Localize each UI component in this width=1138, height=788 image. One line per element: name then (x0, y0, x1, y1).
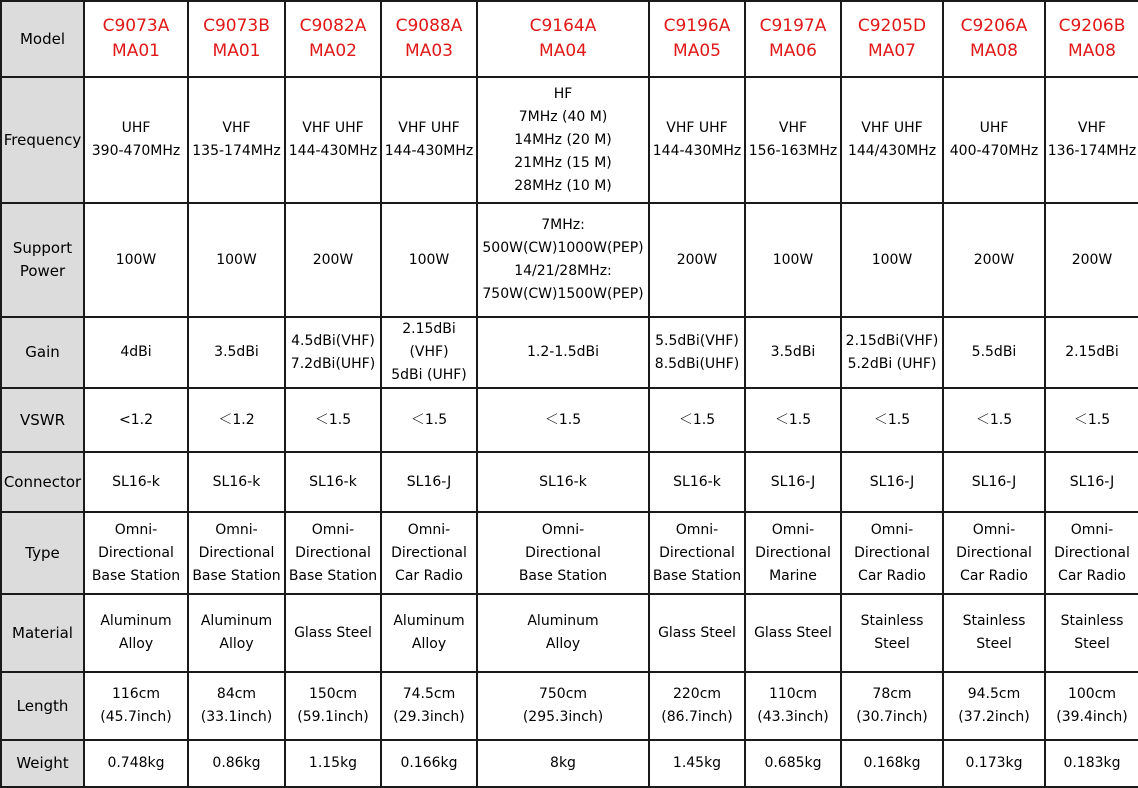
cell-text: 2.15dBi(VHF) (845, 332, 939, 349)
row-header-vswr (1, 388, 84, 452)
cell-text: 8kg (550, 755, 576, 771)
cell-weight (745, 740, 841, 787)
cell-text: 750cm (538, 686, 588, 702)
cell-type (1045, 512, 1138, 594)
cell-text: (59.1inch) (297, 709, 369, 725)
cell-text: SL16-J (1069, 473, 1115, 490)
cell-gain (84, 317, 188, 388)
cell-model (841, 1, 943, 77)
cell-vswr (745, 388, 841, 452)
cell-text: VHF UHF (398, 120, 460, 136)
cell-text: SL16-k (112, 473, 160, 490)
cell-material (381, 594, 477, 672)
cell-text: Directional (956, 544, 1032, 561)
cell-text: 200W (973, 251, 1015, 268)
cell-weight (188, 740, 285, 787)
cell-type (381, 512, 477, 594)
row-header-label: Power (19, 262, 66, 280)
cell-type (188, 512, 285, 594)
cell-text: 200W (312, 251, 354, 268)
cell-text: Car Radio (395, 567, 463, 584)
cell-text: Omni- (311, 521, 355, 538)
cell-text: Directional (1054, 544, 1130, 561)
cell-text: Glass Steel (658, 624, 736, 641)
cell-text: (295.3inch) (522, 709, 604, 725)
cell-text: MA03 (405, 41, 453, 61)
cell-text: Omni- (1070, 521, 1114, 538)
cell-text: Car Radio (1058, 567, 1126, 584)
cell-power (188, 203, 285, 317)
table-row-length (1, 672, 1138, 740)
row-header-type (1, 512, 84, 594)
cell-text: 0.685kg (764, 755, 822, 771)
cell-weight (649, 740, 745, 787)
cell-connector (649, 452, 745, 512)
cell-text: 750W(CW)1500W(PEP) (482, 286, 644, 302)
cell-material (943, 594, 1045, 672)
cell-text: 84cm (216, 686, 257, 702)
cell-type (943, 512, 1045, 594)
cell-text: Omni- (675, 521, 719, 538)
cell-text: VHF UHF (861, 120, 923, 136)
cell-text: VHF (222, 120, 251, 136)
cell-text: 5.2dBi (UHF) (847, 355, 937, 372)
cell-connector (745, 452, 841, 512)
cell-gain (477, 317, 649, 388)
cell-length (649, 672, 745, 740)
row-header-label: Connector (3, 472, 82, 491)
cell-text: SL16-k (673, 473, 721, 490)
cell-text: 150cm (308, 686, 358, 702)
cell-text: VHF UHF (302, 120, 364, 136)
cell-connector (943, 452, 1045, 512)
cell-text: MA02 (309, 41, 357, 61)
cell-vswr (477, 388, 649, 452)
cell-connector (84, 452, 188, 512)
cell-text: SL16-J (770, 473, 816, 490)
cell-text: C9206A (960, 16, 1028, 36)
cell-length (381, 672, 477, 740)
cell-length (285, 672, 381, 740)
cell-text: 144-430MHz (384, 143, 474, 159)
cell-text: Omni- (215, 521, 258, 538)
cell-weight (381, 740, 477, 787)
cell-model (1045, 1, 1138, 77)
cell-text: (39.4inch) (1056, 709, 1128, 725)
cell-text: 14MHz (20 M) (514, 131, 612, 148)
cell-material (1045, 594, 1138, 672)
cell-text: VHF (1077, 120, 1107, 136)
table-row-connector (1, 452, 1138, 512)
row-header-power (1, 203, 84, 317)
cell-frequency (745, 77, 841, 203)
cell-model (477, 1, 649, 77)
cell-text: 4.5dBi(VHF) (291, 332, 375, 349)
cell-text: SL16-k (539, 473, 587, 490)
cell-text: SL16-J (869, 473, 915, 490)
row-header-label: Material (12, 623, 73, 642)
cell-gain (943, 317, 1045, 388)
cell-gain (841, 317, 943, 388)
cell-gain (745, 317, 841, 388)
cell-text: 4dBi (120, 344, 152, 360)
row-header-connector (1, 452, 84, 512)
cell-vswr (1045, 388, 1138, 452)
row-header-label: Type (25, 543, 60, 562)
table-row-model (1, 1, 1138, 77)
cell-text: 8.5dBi(UHF) (654, 355, 740, 372)
cell-type (841, 512, 943, 594)
cell-text: ＜1.2 (218, 411, 255, 428)
cell-frequency (841, 77, 943, 203)
cell-text: ＜1.5 (975, 411, 1013, 428)
cell-length (943, 672, 1045, 740)
cell-text: (43.3inch) (757, 709, 829, 725)
cell-text: SL16-k (309, 473, 357, 490)
cell-text: 2.15dBi (402, 321, 456, 337)
cell-text: C9073B (203, 16, 270, 36)
cell-weight (84, 740, 188, 787)
row-header-material (1, 594, 84, 672)
table-row-weight (1, 740, 1138, 787)
cell-text: 136-174MHz (1047, 143, 1137, 159)
cell-text: (29.3inch) (393, 709, 465, 725)
cell-text: 28MHz (10 M) (514, 177, 612, 194)
cell-material (649, 594, 745, 672)
row-header-label: Length (16, 696, 69, 715)
cell-material (285, 594, 381, 672)
cell-text: Omni- (972, 521, 1016, 538)
cell-text: 390-470MHz (91, 143, 181, 159)
cell-text: Aluminum (200, 613, 273, 629)
cell-text: Glass Steel (754, 624, 832, 641)
cell-text: Base Station (518, 567, 608, 584)
cell-text: (33.1inch) (200, 709, 273, 725)
cell-frequency (1045, 77, 1138, 203)
cell-type (84, 512, 188, 594)
cell-text: VHF (778, 120, 808, 136)
cell-text: 0.168kg (863, 755, 921, 771)
cell-text: Aluminum (527, 613, 599, 629)
cell-text: 1.2-1.5dBi (527, 344, 599, 360)
cell-text: C9164A (529, 16, 597, 36)
cell-power (1045, 203, 1138, 317)
cell-text: Alloy (118, 636, 154, 652)
cell-text: Steel (976, 636, 1012, 652)
cell-text: VHF UHF (666, 120, 728, 136)
cell-text: MA05 (673, 41, 721, 61)
cell-text: Stainless (1060, 613, 1124, 629)
cell-power (841, 203, 943, 317)
cell-text: Aluminum (393, 613, 465, 629)
cell-text: 14/21/28MHz: (514, 263, 612, 279)
cell-text: Directional (198, 544, 275, 561)
cell-text: 100W (408, 251, 450, 268)
cell-text: C9197A (759, 16, 827, 36)
cell-text: ＜1.5 (314, 411, 352, 428)
cell-text: 5.5dBi(VHF) (655, 332, 739, 349)
cell-material (745, 594, 841, 672)
cell-connector (841, 452, 943, 512)
cell-text: Alloy (219, 636, 254, 652)
cell-material (84, 594, 188, 672)
cell-frequency (84, 77, 188, 203)
cell-length (188, 672, 285, 740)
cell-power (477, 203, 649, 317)
cell-type (285, 512, 381, 594)
cell-material (841, 594, 943, 672)
table-row-material (1, 594, 1138, 672)
cell-text: 74.5cm (402, 686, 456, 702)
cell-text: C9205D (857, 16, 927, 36)
cell-text: Stainless (962, 613, 1026, 629)
cell-text: (37.2inch) (958, 709, 1030, 725)
row-header-frequency (1, 77, 84, 203)
cell-text: UHF (121, 120, 151, 136)
cell-text: 220cm (672, 686, 722, 702)
cell-weight (841, 740, 943, 787)
cell-text: 100W (772, 251, 814, 268)
cell-text: Directional (295, 544, 371, 561)
cell-vswr (381, 388, 477, 452)
cell-text: ＜1.5 (774, 411, 812, 428)
cell-text: C9206B (1058, 16, 1126, 36)
cell-text: 110cm (768, 686, 818, 702)
cell-text: 116cm (111, 686, 161, 702)
cell-text: 135-174MHz (192, 143, 281, 159)
row-header-label: Gain (25, 343, 60, 361)
cell-text: 2.15dBi (1065, 344, 1119, 360)
cell-text: Omni- (870, 521, 914, 538)
cell-text: (45.7inch) (100, 709, 172, 725)
cell-text: Car Radio (858, 567, 926, 584)
cell-model (649, 1, 745, 77)
cell-text: Marine (769, 567, 817, 584)
cell-text: 200W (676, 251, 718, 268)
cell-text: MA08 (970, 41, 1018, 61)
row-header-label: VSWR (19, 410, 66, 429)
cell-power (381, 203, 477, 317)
cell-gain (1045, 317, 1138, 388)
cell-text: Glass Steel (294, 624, 372, 641)
cell-connector (285, 452, 381, 512)
cell-frequency (381, 77, 477, 203)
cell-text: C9073A (102, 16, 170, 36)
cell-text: Directional (98, 544, 174, 561)
cell-text: ＜1.5 (1073, 411, 1111, 428)
cell-text: 100W (871, 251, 913, 268)
cell-length (1045, 672, 1138, 740)
cell-text: 100W (216, 251, 257, 268)
cell-text: Stainless (860, 613, 924, 629)
cell-connector (1045, 452, 1138, 512)
cell-text: Base Station (288, 567, 378, 584)
cell-text: 3.5dBi (214, 344, 259, 360)
cell-text: Car Radio (960, 567, 1028, 584)
cell-text: Directional (659, 544, 735, 561)
cell-text: 3.5dBi (770, 344, 816, 360)
cell-text: Alloy (545, 636, 581, 652)
cell-frequency (649, 77, 745, 203)
cell-text: C9196A (663, 16, 731, 36)
row-header-gain (1, 317, 84, 388)
cell-text: ＜1.5 (544, 411, 582, 428)
cell-text: 400-470MHz (949, 143, 1039, 159)
cell-text: MA07 (868, 41, 916, 61)
cell-text: Alloy (411, 636, 447, 652)
cell-text: 78cm (872, 686, 912, 702)
cell-text: ＜1.5 (678, 411, 716, 428)
cell-text: SL16-J (971, 473, 1017, 490)
row-header-weight (1, 740, 84, 787)
cell-text: 200W (1071, 251, 1113, 268)
cell-text: 100cm (1067, 686, 1117, 702)
cell-text: MA06 (769, 41, 817, 61)
cell-text: ＜1.5 (410, 411, 448, 428)
cell-connector (381, 452, 477, 512)
cell-text: MA04 (539, 41, 587, 61)
cell-text: 0.86kg (212, 755, 261, 771)
cell-power (285, 203, 381, 317)
cell-material (188, 594, 285, 672)
cell-vswr (649, 388, 745, 452)
cell-weight (477, 740, 649, 787)
row-header-model (1, 1, 84, 77)
cell-text: (VHF) (409, 344, 449, 360)
cell-text: Base Station (652, 567, 742, 584)
cell-vswr (841, 388, 943, 452)
cell-model (188, 1, 285, 77)
cell-gain (649, 317, 745, 388)
cell-text: 0.173kg (965, 755, 1023, 771)
cell-text: SL16-J (406, 473, 452, 490)
cell-text: SL16-k (212, 473, 261, 490)
table-row-power (1, 203, 1138, 317)
cell-length (84, 672, 188, 740)
cell-text: Base Station (91, 567, 181, 584)
cell-text: 1.15kg (308, 755, 358, 771)
cell-text: MA01 (212, 41, 261, 61)
cell-length (745, 672, 841, 740)
cell-text: MA08 (1068, 41, 1116, 61)
cell-connector (477, 452, 649, 512)
cell-text: (86.7inch) (661, 709, 733, 725)
cell-power (943, 203, 1045, 317)
cell-text: 500W(CW)1000W(PEP) (482, 240, 644, 256)
cell-gain (285, 317, 381, 388)
cell-text: ＜1.5 (873, 411, 911, 428)
cell-gain (381, 317, 477, 388)
cell-text: 100W (115, 251, 157, 268)
cell-model (745, 1, 841, 77)
cell-material (477, 594, 649, 672)
cell-gain (188, 317, 285, 388)
cell-text: Directional (854, 544, 930, 561)
cell-weight (285, 740, 381, 787)
cell-model (943, 1, 1045, 77)
cell-text: 0.183kg (1063, 755, 1121, 771)
cell-text: 21MHz (15 M) (514, 154, 612, 171)
cell-weight (943, 740, 1045, 787)
cell-text: Omni- (114, 521, 158, 538)
cell-text: 156-163MHz (748, 143, 838, 159)
table-row-vswr (1, 388, 1138, 452)
cell-frequency (188, 77, 285, 203)
row-header-label: Support (12, 239, 73, 257)
cell-type (649, 512, 745, 594)
cell-model (285, 1, 381, 77)
cell-weight (1045, 740, 1138, 787)
cell-text: Omni- (541, 521, 585, 538)
row-header-label: Frequency (3, 130, 82, 149)
cell-text: Omni- (407, 521, 451, 538)
cell-text: Omni- (771, 521, 815, 538)
cell-frequency (477, 77, 649, 203)
cell-type (745, 512, 841, 594)
cell-length (477, 672, 649, 740)
cell-text: C9088A (395, 16, 463, 36)
cell-model (381, 1, 477, 77)
cell-frequency (943, 77, 1045, 203)
cell-text: Steel (874, 636, 910, 652)
cell-text: Base Station (192, 567, 281, 584)
cell-type (477, 512, 649, 594)
cell-vswr (188, 388, 285, 452)
cell-text: UHF (979, 120, 1009, 136)
cell-text: 0.166kg (400, 755, 458, 771)
cell-power (84, 203, 188, 317)
cell-text: Steel (1074, 636, 1110, 652)
table-row-frequency (1, 77, 1138, 203)
cell-text: Directional (755, 544, 831, 561)
cell-text: 5dBi (UHF) (391, 367, 467, 383)
cell-text: Directional (391, 544, 467, 561)
cell-vswr (285, 388, 381, 452)
cell-text: 144-430MHz (652, 143, 742, 159)
row-header-label: Weight (16, 754, 69, 772)
table-row-gain (1, 317, 1138, 388)
cell-length (841, 672, 943, 740)
cell-frequency (285, 77, 381, 203)
cell-text: MA01 (112, 41, 160, 61)
cell-text: HF (553, 85, 573, 102)
cell-text: C9082A (299, 16, 367, 36)
cell-text: (30.7inch) (856, 709, 928, 725)
cell-text: Directional (525, 544, 601, 561)
cell-text: 144/430MHz (847, 143, 937, 159)
cell-text: <1.2 (119, 411, 153, 428)
cell-power (649, 203, 745, 317)
row-header-length (1, 672, 84, 740)
cell-vswr (943, 388, 1045, 452)
cell-text: 0.748kg (107, 755, 165, 771)
cell-text: 7MHz: (541, 217, 585, 233)
cell-vswr (84, 388, 188, 452)
cell-text: 144-430MHz (288, 143, 378, 159)
cell-connector (188, 452, 285, 512)
cell-text: 94.5cm (967, 686, 1021, 702)
table-row-type (1, 512, 1138, 594)
row-header-label: Model (19, 29, 66, 48)
cell-text: 7.2dBi(UHF) (290, 355, 376, 372)
cell-power (745, 203, 841, 317)
cell-text: Aluminum (100, 613, 172, 629)
cell-text: 7MHz (40 M) (518, 108, 608, 125)
cell-text: 1.45kg (672, 755, 722, 771)
cell-model (84, 1, 188, 77)
cell-text: 5.5dBi (971, 344, 1017, 360)
